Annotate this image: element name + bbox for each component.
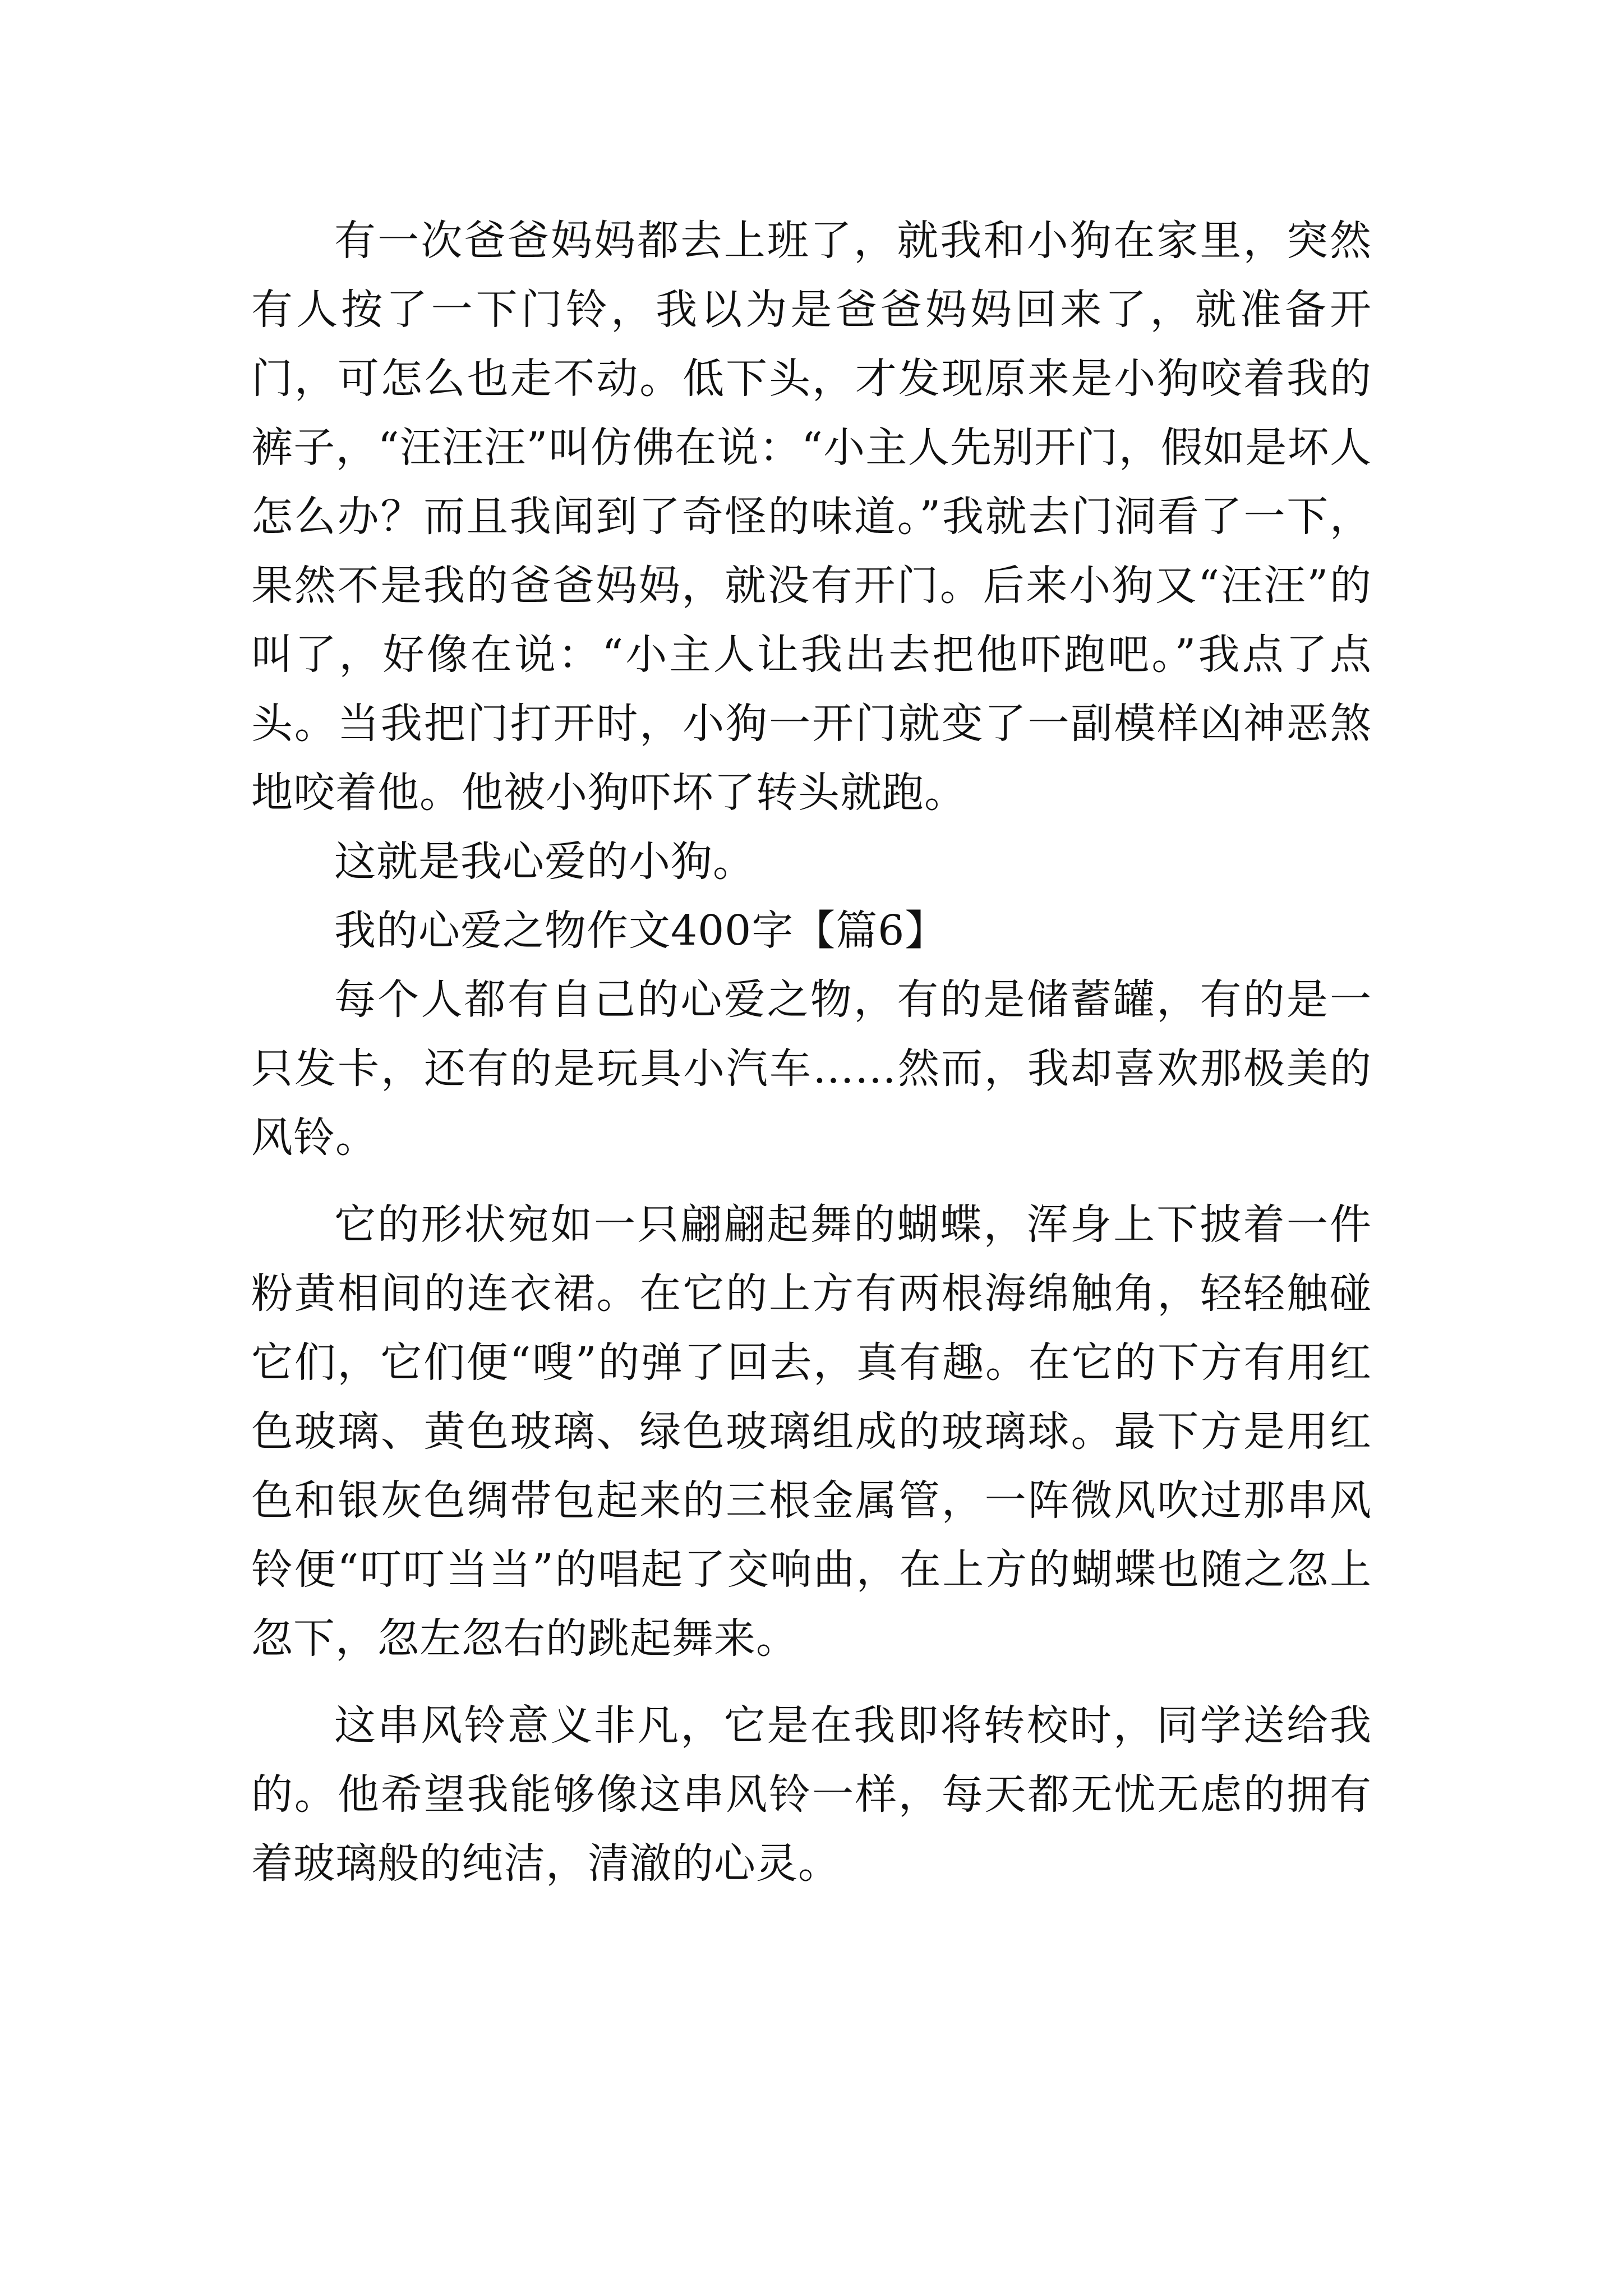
paragraph-dog-conclusion: 这就是我心爱的小狗。	[334, 838, 755, 886]
paragraph-dog-story: 有一次爸爸妈妈都去上班了，就我和小狗在家里，突然有人按了一下门铃，我以为是爸爸妈妈回来了，就准备开门，可怎么也走不动。低下头，才发现原来是小狗咬着我的裤子，“汪汪汪”叫仿佛在说：“小主人先别开门，假如是坏人怎么办？而且我闻到了奇怪的味道。”我就去门洞看了一下，果然不是我的爸爸妈妈，就没有开门。后来小狗又“汪汪”的叫了，好像在说：“小主人让我出去把他吓跑吧。”我点了点头。当我把门打开时，小狗一开门就变了一副模样凶神恶煞地咬着他。他被小狗吓坏了转头就跑。	[251, 217, 1372, 817]
paragraph-wind-chime-meaning: 这串风铃意义非凡，它是在我即将转校时，同学送给我的。他希望我能够像这串风铃一样，每天都无忧无虑的拥有着玻璃般的纯洁，清澈的心灵。	[251, 1701, 1372, 1888]
paragraph-wind-chime-description: 它的形状宛如一只翩翩起舞的蝴蝶，浑身上下披着一件粉黄相间的连衣裙。在它的上方有两根海绵触角，轻轻触碰它们，它们便“嗖”的弹了回去，真有趣。在它的下方有用红色玻璃、黄色玻璃、绿色玻璃组成的玻璃球。最下方是用红色和银灰色绸带包起来的三根金属管，一阵微风吹过那串风铃便“叮叮当当”的唱起了交响曲，在上方的蝴蝶也随之忽上忽下，忽左忽右的跳起舞来。	[251, 1200, 1372, 1663]
document-body	[251, 206, 1372, 1898]
paragraph-intro: 每个人都有自己的心爱之物，有的是储蓄罐，有的是一只发卡，还有的是玩具小汽车……然而，我却喜欢那极美的风铃。	[251, 976, 1372, 1162]
section-heading: 我的心爱之物作文400字【篇6】	[334, 907, 947, 955]
